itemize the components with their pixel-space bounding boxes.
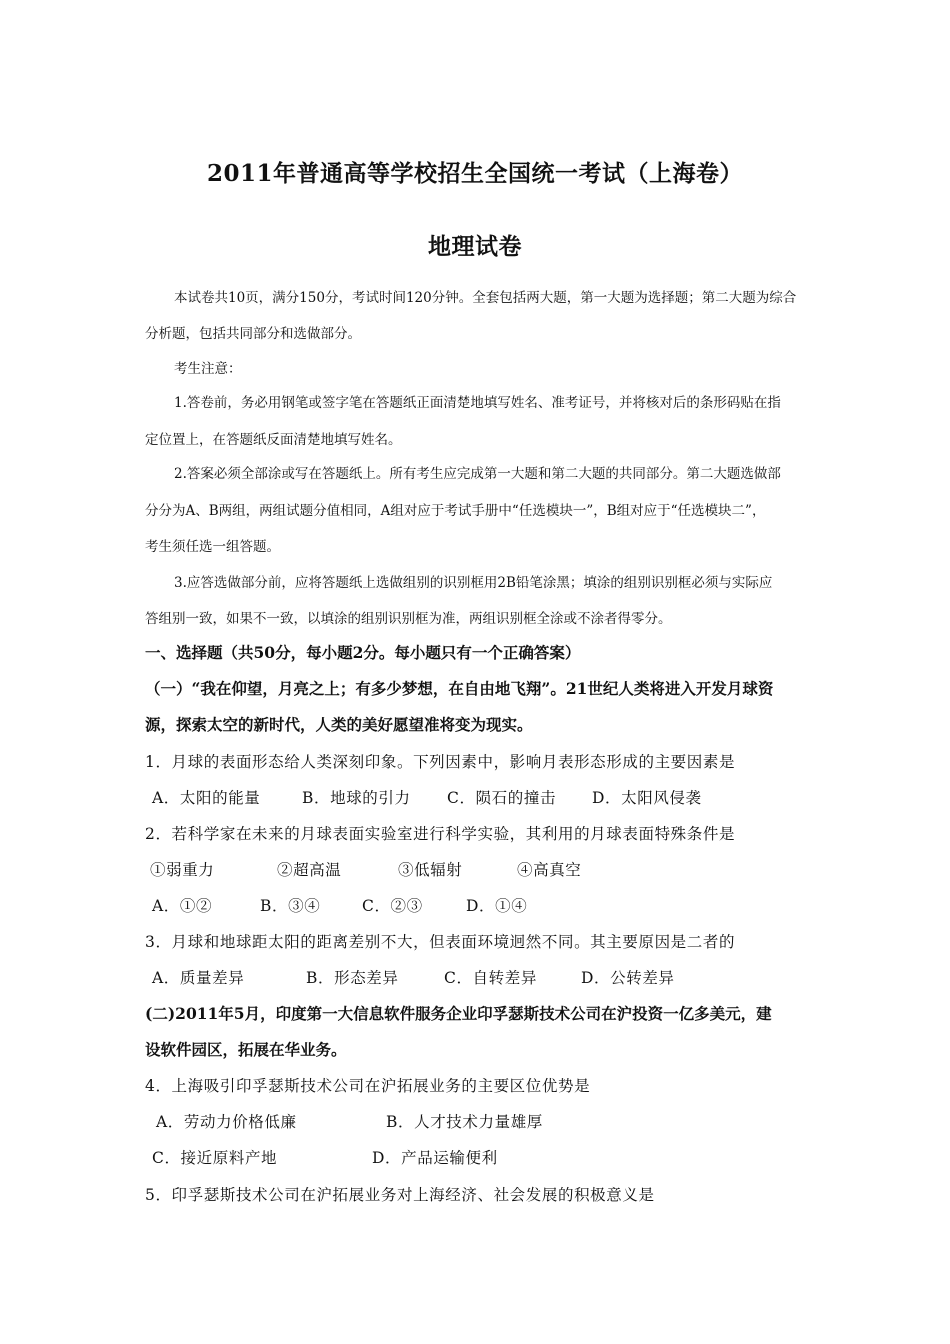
question-3-option-c: C．自转差异: [444, 969, 537, 987]
question-4-option-c: C．接近原料产地: [152, 1149, 278, 1167]
question-2-option-d: D．①④: [466, 897, 528, 915]
question-3-option-a: A．质量差异: [152, 969, 245, 987]
question-2-stem: 2．若科学家在未来的月球表面实验室进行科学实验，其利用的月球表面特殊条件是: [145, 825, 736, 843]
question-2-item-1: ①弱重力: [150, 861, 215, 879]
question-5-stem: 5．印孚瑟斯技术公司在沪拓展业务对上海经济、社会发展的积极意义是: [145, 1186, 655, 1204]
note-2-line-3: 考生须任选一组答题。: [145, 539, 280, 555]
notice-heading: 考生注意：: [174, 361, 242, 377]
question-4-option-a: A．劳动力价格低廉: [156, 1113, 297, 1131]
intro-line-2: 分析题，包括共同部分和选做部分。: [145, 326, 361, 342]
note-3-line-2: 答组别一致，如果不一致，以填涂的组别识别框为准，两组识别框全涂或不涂者得零分。: [145, 611, 672, 627]
question-2-item-3: ③低辐射: [398, 861, 463, 879]
group-1-intro-line-1: （一）“我在仰望，月亮之上；有多少梦想，在自由地飞翔”。21世纪人类将进入开发月球资: [145, 679, 774, 698]
question-4-option-d: D．产品运输便利: [372, 1149, 498, 1167]
section-1-heading: 一、选择题（共50分，每小题2分。每小题只有一个正确答案）: [145, 643, 581, 662]
question-4-stem: 4．上海吸引印孚瑟斯技术公司在沪拓展业务的主要区位优势是: [145, 1077, 591, 1095]
question-3-stem: 3．月球和地球距太阳的距离差别不大，但表面环境迥然不同。其主要原因是二者的: [145, 933, 736, 951]
note-1-line-2: 定位置上，在答题纸反面清楚地填写姓名。: [145, 432, 402, 448]
question-3-option-d: D．公转差异: [581, 969, 675, 987]
note-2-line-1: 2.答案必须全部涂或写在答题纸上。所有考生应完成第一大题和第二大题的共同部分。第二大题选做部: [174, 466, 781, 482]
question-2-option-a: A．①②: [152, 897, 213, 915]
group-2-intro-line-1: (二)2011年5月，印度第一大信息软件服务企业印孚瑟斯技术公司在沪投资一亿多美元，建: [145, 1004, 772, 1023]
note-3-line-1: 3.应答选做部分前，应将答题纸上选做组别的识别框用2B铅笔涂黑；填涂的组别识别框必须与实际应: [174, 575, 773, 591]
question-2-item-2: ②超高温: [277, 861, 342, 879]
intro-line-1: 本试卷共10页，满分150分，考试时间120分钟。全套包括两大题，第一大题为选择题；第二大题为综合: [174, 290, 797, 306]
question-3-option-b: B．形态差异: [306, 969, 399, 987]
exam-title: 2011年普通高等学校招生全国统一考试（上海卷）: [206, 160, 743, 187]
group-2-intro-line-2: 设软件园区，拓展在华业务。: [145, 1040, 347, 1059]
question-2-option-c: C．②③: [362, 897, 423, 915]
note-2-line-2: 分分为A、B两组，两组试题分值相同，A组对应于考试手册中“任选模块一”，B组对应于“任选模块二”，: [145, 503, 766, 519]
question-1-option-d: D．太阳风侵袭: [592, 789, 702, 807]
note-1-line-1: 1.答卷前，务必用钢笔或签字笔在答题纸正面清楚地填写姓名、准考证号，并将核对后的条形码贴在指: [174, 395, 781, 411]
question-4-option-b: B．人才技术力量雄厚: [386, 1113, 543, 1131]
paper-subject-title: 地理试卷: [428, 233, 522, 260]
question-1-option-b: B．地球的引力: [302, 789, 411, 807]
question-2-option-b: B．③④: [260, 897, 321, 915]
question-1-stem: 1．月球的表面形态给人类深刻印象。下列因素中，影响月表形态形成的主要因素是: [145, 753, 736, 771]
question-1-option-a: A．太阳的能量: [152, 789, 261, 807]
group-1-intro-line-2: 源，探索太空的新时代，人类的美好愿望准将变为现实。: [145, 715, 533, 734]
question-1-option-c: C．陨石的撞击: [447, 789, 557, 807]
question-2-item-4: ④高真空: [517, 861, 582, 879]
